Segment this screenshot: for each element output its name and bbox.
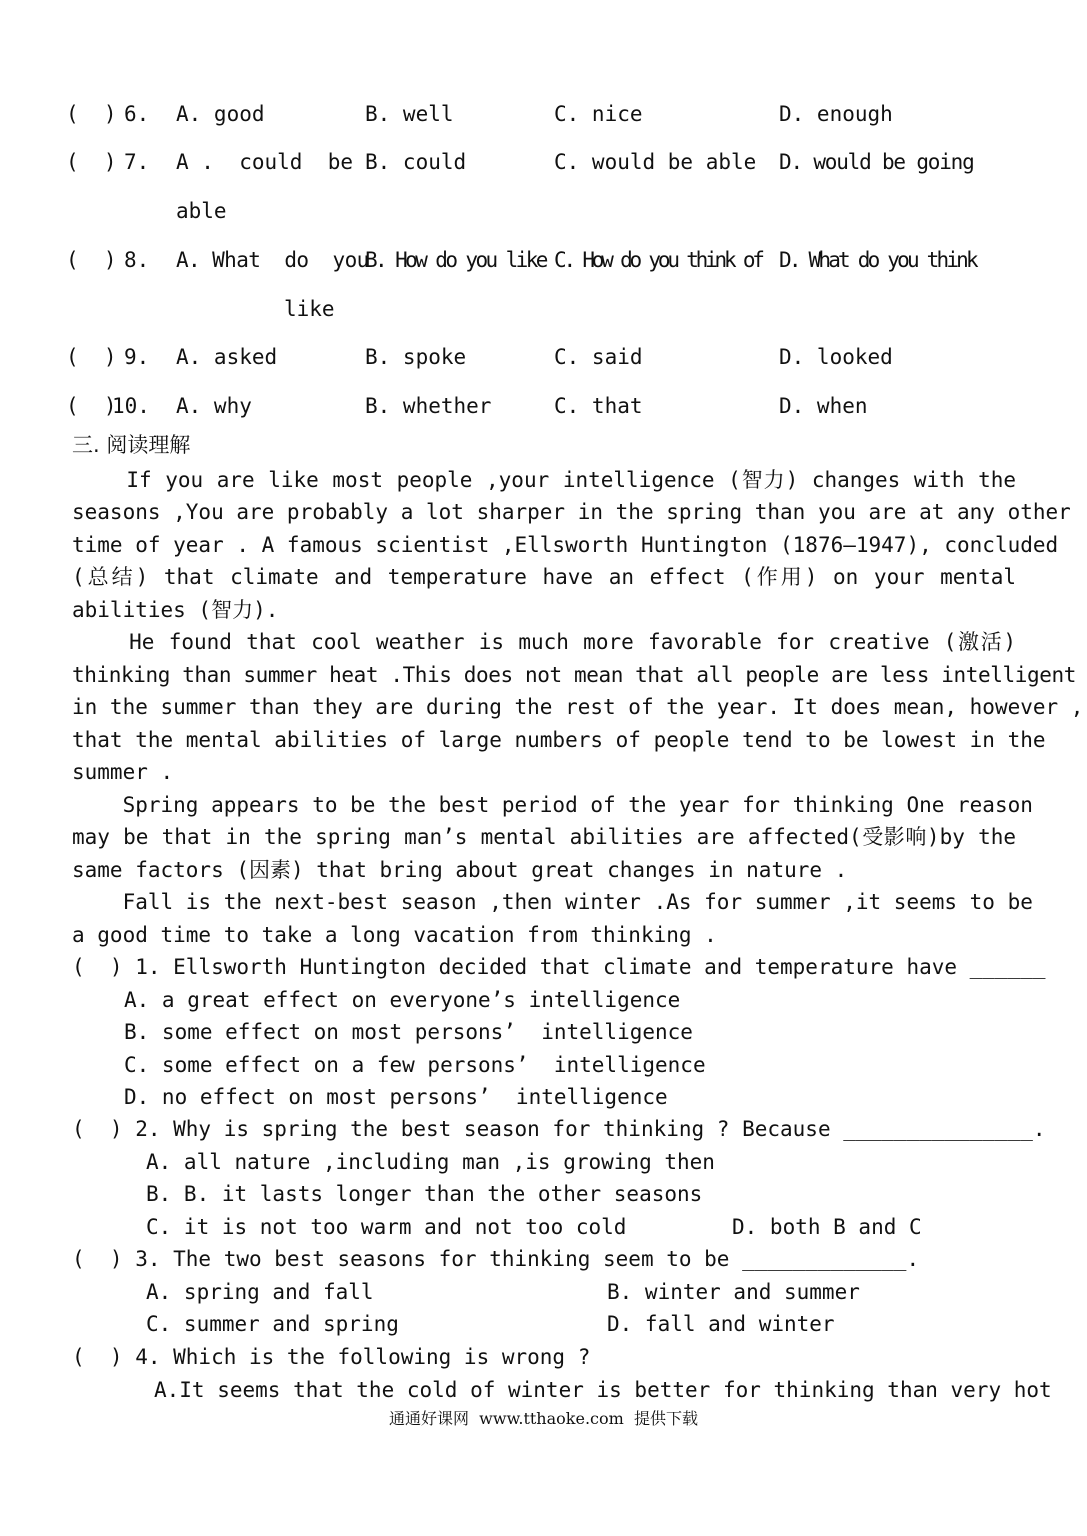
passage-line: in the summer than they are during the rest of the year. It does mean, however , — [72, 695, 1084, 719]
answer-paren[interactable]: ( ) — [66, 102, 117, 126]
q2-option-a: A. all nature ,including man ,is growing then — [146, 1150, 715, 1174]
option-d: D. enough — [779, 102, 893, 126]
q1-option-d: D. no effect on most persons’ intelligence — [124, 1085, 668, 1109]
passage-line: that the mental abilities of large numbers of people tend to be lowest in the — [72, 728, 1046, 752]
passage-line: Fall is the next-best season ,then winter .As for summer ,it seems to be — [72, 890, 1033, 914]
question-2-stem: ( ) 2. Why is spring the best season for thinking ? Because _______________. — [72, 1117, 1046, 1141]
passage-line: may be that in the spring man’s mental abilities are affected(受影响)by the — [72, 825, 1016, 849]
passage-line: thinking than summer heat .This does not mean that all people are less intelligent — [72, 663, 1076, 687]
option-c: C. nice — [554, 102, 643, 126]
option-c: C. would be able — [554, 150, 757, 174]
q3-option-a: A. spring and fall — [146, 1280, 374, 1304]
q2-option-b: B. B. it lasts longer than the other seasons — [146, 1182, 703, 1206]
option-c: C. said — [554, 345, 643, 369]
q2-option-c: C. it is not too warm and not too cold — [146, 1215, 627, 1239]
q1-option-b: B. some effect on most persons’ intelligence — [124, 1020, 693, 1044]
q3-option-b: B. winter and summer — [607, 1280, 860, 1304]
question-number: 8. — [124, 248, 150, 272]
option-a: A. good — [176, 102, 265, 126]
section-title: 三. 阅读理解 — [72, 433, 191, 457]
question-4-stem: ( ) 4. Which is the following is wrong ? — [72, 1345, 591, 1369]
passage-line: summer . — [72, 760, 174, 784]
footer-note: 通通好课网 www.tthaoke.com 提供下载 — [389, 1409, 698, 1428]
option-a: A. why — [176, 394, 252, 418]
question-number: 9. — [124, 345, 150, 369]
answer-paren[interactable]: ( ) — [66, 248, 117, 272]
q3-option-d: D. fall and winter — [607, 1312, 835, 1336]
passage-line: Spring appears to be the best period of the year for thinking One reason — [72, 793, 1033, 817]
option-d: D. looked — [779, 345, 893, 369]
passage-line: time of year . A famous scientist ,Ellsworth Huntington (1876—1947), concluded — [72, 533, 1059, 557]
q4-option-a: A.It seems that the cold of winter is better for thinking than very hot — [154, 1378, 1052, 1402]
answer-paren[interactable]: ( ) — [66, 345, 117, 369]
option-b: B. could — [365, 150, 467, 174]
answer-paren[interactable]: ( ) — [66, 150, 117, 174]
option-c: C. that — [554, 394, 643, 418]
option-d: D. when — [779, 394, 868, 418]
option-b: B. well — [365, 102, 454, 126]
q2-option-d: D. both B and C — [732, 1215, 922, 1239]
question-number: 7. — [124, 150, 150, 174]
q3-option-c: C. summer and spring — [146, 1312, 399, 1336]
option-b: B. How do you like — [365, 248, 546, 272]
passage-line: abilities (智力). — [72, 598, 279, 622]
question-number: 6. — [124, 102, 150, 126]
option-d: D. What do you think — [779, 248, 976, 272]
option-b: B. spoke — [365, 345, 467, 369]
passage-line: seasons ,You are probably a lot sharper in the spring than you are at any other — [72, 500, 1071, 524]
passage-line: (总结) that climate and temperature have an effect (作用) on your mental — [72, 565, 1016, 589]
option-a: A . could be — [176, 150, 354, 174]
option-a-cont: like — [284, 297, 335, 321]
answer-paren[interactable]: ( ) — [66, 394, 117, 418]
option-a-cont: able — [176, 199, 227, 223]
passage-line: same factors (因素) that bring about great changes in nature . — [72, 858, 848, 882]
option-d: D. would be going — [779, 150, 974, 174]
question-number: 10. — [112, 394, 150, 418]
option-c: C. How do you think of — [554, 248, 762, 272]
q1-option-c: C. some effect on a few persons’ intelligence — [124, 1053, 706, 1077]
passage-line: If you are like most people ,your intelligence (智力) changes with the — [72, 468, 1016, 492]
question-1-stem: ( ) 1. Ellsworth Huntington decided that climate and temperature have ______ — [72, 955, 1046, 979]
passage-line: a good time to take a long vacation from thinking . — [72, 923, 717, 947]
passage-line: He found that cool weather is much more favorable for creative (激活) — [72, 630, 1016, 654]
option-a: A. asked — [176, 345, 278, 369]
option-b: B. whether — [365, 394, 492, 418]
question-3-stem: ( ) 3. The two best seasons for thinking seem to be _____________. — [72, 1247, 920, 1271]
q1-option-a: A. a great effect on everyone’s intelligence — [124, 988, 681, 1012]
option-a: A. What do you — [176, 248, 369, 272]
